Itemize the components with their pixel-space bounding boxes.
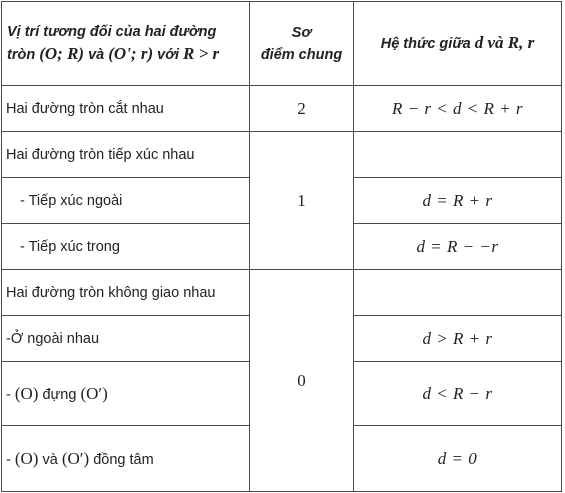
row-count: 2 (250, 86, 354, 132)
row-label-suffix: đồng tâm (89, 451, 154, 468)
table-row (2, 132, 562, 178)
row-formula: d > R + r (354, 316, 562, 362)
header-count (250, 2, 354, 86)
row-label-math-O2: (O′) (61, 448, 90, 468)
row-label: -Ở ngoài nhau (2, 316, 250, 362)
row-label-mid: và (38, 451, 62, 468)
header-count-line1: Sơ (291, 24, 312, 41)
row-label-math-O2: (O′) (80, 383, 108, 403)
header-math-O-R: (O; R) (39, 44, 85, 63)
header-relation (354, 2, 562, 86)
header-position (2, 2, 250, 86)
header-relation-text: Hệ thức giữa (380, 36, 475, 52)
table-row (2, 270, 562, 316)
row-label: - Tiếp xúc trong (2, 224, 250, 270)
row-label: - Tiếp xúc ngoài (2, 178, 250, 224)
header-math-R-gt-r: R > r (183, 44, 220, 63)
header-with: với (153, 47, 184, 63)
header-math-O2-r: (O'; r) (108, 44, 154, 63)
row-label: Hai đường tròn tiếp xúc nhau (2, 132, 250, 178)
row-label (2, 362, 250, 426)
row-formula: R − r < d < R + r (354, 86, 562, 132)
header-position-line1: Vị trí tương đối của hai đường (7, 24, 217, 40)
row-label: Hai đường tròn không giao nhau (2, 270, 250, 316)
row-formula (354, 132, 562, 178)
row-formula: d = 0 (354, 426, 562, 492)
row-label-mid: đựng (38, 386, 81, 403)
row-label-prefix: - (6, 451, 15, 468)
row-formula: d = R − −r (354, 224, 562, 270)
row-label (2, 426, 250, 492)
table-row (2, 86, 562, 132)
header-row (2, 2, 562, 86)
header-count-line2: điểm chung (260, 46, 343, 63)
row-label: Hai đường tròn cắt nhau (2, 86, 250, 132)
row-count-group-disjoint: 0 (250, 270, 354, 492)
header-and: và (84, 47, 109, 63)
row-formula: d = R + r (354, 178, 562, 224)
circle-position-table (1, 1, 562, 492)
row-label-math-O: (O) (14, 383, 39, 403)
header-relation-math: d và R, r (474, 33, 535, 52)
row-formula: d < R − r (354, 362, 562, 426)
row-formula (354, 270, 562, 316)
row-label-math-O: (O) (14, 448, 39, 468)
header-position-tron: tròn (7, 47, 40, 63)
row-label-prefix: - (6, 386, 15, 403)
row-count-group-tangent: 1 (250, 132, 354, 270)
